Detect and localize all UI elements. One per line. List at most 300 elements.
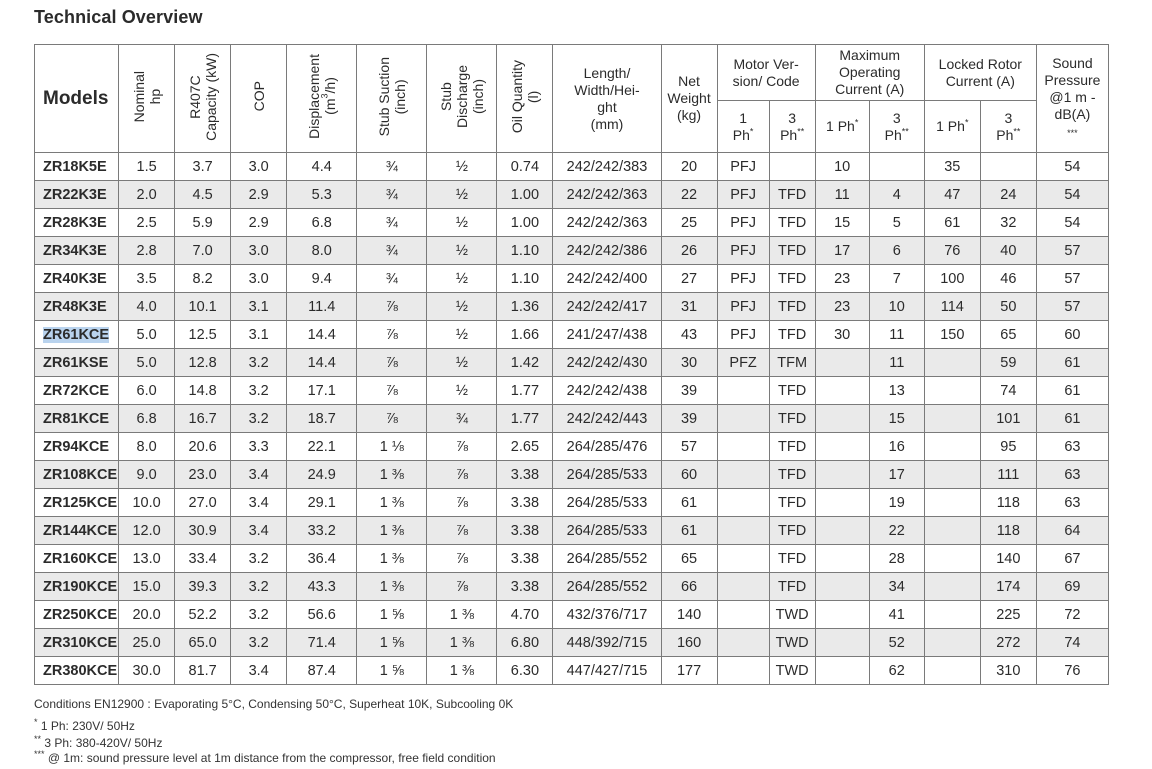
oil-quantity-cell: 1.00 (497, 181, 553, 209)
lra-3ph-cell: 140 (980, 545, 1036, 573)
model-cell: ZR160KCE (35, 545, 119, 573)
stub-discharge-cell: ⅞ (427, 545, 497, 573)
net-weight-cell: 61 (661, 517, 717, 545)
displacement-cell: 8.0 (287, 237, 357, 265)
stub-discharge-cell: ½ (427, 349, 497, 377)
header-net-weight: Net Weight (kg) (661, 45, 717, 153)
net-weight-cell: 26 (661, 237, 717, 265)
header-stub-suction: Stub Suction (inch) (357, 45, 427, 153)
current-1ph-cell (815, 377, 869, 405)
stub-suction-cell: ¾ (357, 237, 427, 265)
oil-quantity-cell: 3.38 (497, 545, 553, 573)
net-weight-cell: 30 (661, 349, 717, 377)
lra-1ph-cell: 150 (924, 321, 980, 349)
capacity-cell: 12.5 (175, 321, 231, 349)
table-row (35, 321, 1109, 349)
sound-pressure-cell: 57 (1036, 237, 1108, 265)
dimensions-cell: 432/376/717 (553, 601, 661, 629)
model-cell: ZR48K3E (35, 293, 119, 321)
sound-pressure-cell: 61 (1036, 377, 1108, 405)
oil-quantity-cell: 1.77 (497, 377, 553, 405)
nominal-hp-cell: 12.0 (119, 517, 175, 545)
header-capacity: R407C Capacity (kW) (175, 45, 231, 153)
lra-1ph-cell: 35 (924, 153, 980, 181)
motor-1ph-cell (717, 601, 769, 629)
header-dimensions: Length/ Width/Hei- ght (mm) (553, 45, 661, 153)
current-1ph-cell (815, 433, 869, 461)
nominal-hp-cell: 6.0 (119, 377, 175, 405)
nominal-hp-cell: 2.0 (119, 181, 175, 209)
table-row (35, 433, 1109, 461)
net-weight-cell: 61 (661, 489, 717, 517)
current-3ph-cell: 16 (869, 433, 924, 461)
current-1ph-cell: 30 (815, 321, 869, 349)
technical-overview-table (34, 44, 1109, 685)
cop-cell: 2.9 (231, 209, 287, 237)
current-3ph-cell: 7 (869, 265, 924, 293)
model-cell: ZR61KSE (35, 349, 119, 377)
oil-quantity-cell: 3.38 (497, 517, 553, 545)
cop-cell: 3.0 (231, 237, 287, 265)
dimensions-cell: 242/242/443 (553, 405, 661, 433)
table-row (35, 153, 1109, 181)
header-lra-3ph: 3 Ph** (980, 101, 1036, 153)
motor-3ph-cell: TFD (769, 321, 815, 349)
lra-3ph-cell: 111 (980, 461, 1036, 489)
current-1ph-cell (815, 461, 869, 489)
motor-1ph-cell (717, 545, 769, 573)
net-weight-cell: 39 (661, 377, 717, 405)
lra-3ph-cell: 95 (980, 433, 1036, 461)
oil-quantity-cell: 1.10 (497, 265, 553, 293)
sound-pressure-cell: 72 (1036, 601, 1108, 629)
motor-1ph-cell: PFJ (717, 321, 769, 349)
header-lra-1ph: 1 Ph* (924, 101, 980, 153)
header-current-3ph: 3 Ph** (869, 101, 924, 153)
cop-cell: 3.4 (231, 461, 287, 489)
displacement-cell: 14.4 (287, 349, 357, 377)
stub-discharge-cell: ⅞ (427, 433, 497, 461)
footnote-sound: *** @ 1m: sound pressure level at 1m distance from the compressor, free field condition (34, 749, 496, 765)
stub-suction-cell: 1 ⅝ (357, 657, 427, 685)
stub-suction-cell: ⅞ (357, 321, 427, 349)
nominal-hp-cell: 9.0 (119, 461, 175, 489)
cop-cell: 3.4 (231, 489, 287, 517)
lra-1ph-cell (924, 349, 980, 377)
table-row (35, 629, 1109, 657)
oil-quantity-cell: 1.00 (497, 209, 553, 237)
model-cell: ZR22K3E (35, 181, 119, 209)
motor-1ph-cell: PFZ (717, 349, 769, 377)
lra-3ph-cell: 101 (980, 405, 1036, 433)
nominal-hp-cell: 10.0 (119, 489, 175, 517)
cop-cell: 3.2 (231, 601, 287, 629)
lra-1ph-cell (924, 545, 980, 573)
motor-3ph-cell: TFD (769, 545, 815, 573)
displacement-cell: 29.1 (287, 489, 357, 517)
displacement-cell: 24.9 (287, 461, 357, 489)
oil-quantity-cell: 6.80 (497, 629, 553, 657)
table-row (35, 209, 1109, 237)
net-weight-cell: 39 (661, 405, 717, 433)
stub-discharge-cell: ½ (427, 265, 497, 293)
dimensions-cell: 264/285/533 (553, 517, 661, 545)
current-3ph-cell: 6 (869, 237, 924, 265)
lra-3ph-cell (980, 153, 1036, 181)
model-cell: ZR28K3E (35, 209, 119, 237)
stub-discharge-cell: ¾ (427, 405, 497, 433)
header-motor-version: Motor Ver- sion/ Code (717, 45, 815, 101)
table-row (35, 349, 1109, 377)
current-3ph-cell: 22 (869, 517, 924, 545)
stub-suction-cell: 1 ⅝ (357, 629, 427, 657)
motor-3ph-cell: TFD (769, 405, 815, 433)
model-cell (35, 321, 119, 349)
current-3ph-cell: 11 (869, 321, 924, 349)
header-cop: COP (231, 45, 287, 153)
stub-discharge-cell: ½ (427, 377, 497, 405)
lra-1ph-cell (924, 573, 980, 601)
current-3ph-cell (869, 153, 924, 181)
oil-quantity-cell: 3.38 (497, 461, 553, 489)
current-1ph-cell (815, 489, 869, 517)
sound-pressure-cell: 54 (1036, 181, 1108, 209)
table-row (35, 489, 1109, 517)
capacity-cell: 5.9 (175, 209, 231, 237)
current-3ph-cell: 28 (869, 545, 924, 573)
current-1ph-cell: 23 (815, 265, 869, 293)
dimensions-cell: 264/285/476 (553, 433, 661, 461)
header-stub-discharge: Stub Discharge (inch) (427, 45, 497, 153)
stub-suction-cell: ¾ (357, 209, 427, 237)
displacement-cell: 5.3 (287, 181, 357, 209)
lra-1ph-cell (924, 517, 980, 545)
current-3ph-cell: 62 (869, 657, 924, 685)
cop-cell: 3.2 (231, 377, 287, 405)
motor-1ph-cell (717, 489, 769, 517)
net-weight-cell: 140 (661, 601, 717, 629)
header-current-1ph: 1 Ph* (815, 101, 869, 153)
lra-3ph-cell: 118 (980, 517, 1036, 545)
lra-1ph-cell (924, 629, 980, 657)
oil-quantity-cell: 1.77 (497, 405, 553, 433)
motor-3ph-cell: TFD (769, 265, 815, 293)
dimensions-cell: 241/247/438 (553, 321, 661, 349)
capacity-cell: 39.3 (175, 573, 231, 601)
displacement-cell: 22.1 (287, 433, 357, 461)
current-3ph-cell: 19 (869, 489, 924, 517)
oil-quantity-cell: 6.30 (497, 657, 553, 685)
cop-cell: 3.0 (231, 265, 287, 293)
dimensions-cell: 242/242/363 (553, 209, 661, 237)
motor-1ph-cell (717, 657, 769, 685)
lra-1ph-cell (924, 601, 980, 629)
nominal-hp-cell: 8.0 (119, 433, 175, 461)
current-3ph-cell: 15 (869, 405, 924, 433)
motor-1ph-cell: PFJ (717, 181, 769, 209)
model-cell: ZR34K3E (35, 237, 119, 265)
page-title: Technical Overview (34, 7, 203, 27)
dimensions-cell: 242/242/386 (553, 237, 661, 265)
cop-cell: 3.4 (231, 517, 287, 545)
stub-suction-cell: ¾ (357, 153, 427, 181)
capacity-cell: 30.9 (175, 517, 231, 545)
conditions-note: Conditions EN12900 : Evaporating 5°C, Condensing 50°C, Superheat 10K, Subcooling 0K (34, 697, 514, 711)
cop-cell: 3.2 (231, 629, 287, 657)
motor-3ph-cell: TFD (769, 433, 815, 461)
stub-discharge-cell: 1 ⅜ (427, 629, 497, 657)
stub-suction-cell: ⅞ (357, 405, 427, 433)
current-1ph-cell (815, 657, 869, 685)
lra-3ph-cell: 24 (980, 181, 1036, 209)
header-oil-quantity: Oil Quantity (l) (497, 45, 553, 153)
motor-3ph-cell: TFD (769, 461, 815, 489)
table-row (35, 657, 1109, 685)
motor-3ph-cell: TFD (769, 209, 815, 237)
motor-1ph-cell (717, 405, 769, 433)
model-cell: ZR144KCE (35, 517, 119, 545)
motor-1ph-cell (717, 461, 769, 489)
current-1ph-cell (815, 349, 869, 377)
model-cell: ZR250KCE (35, 601, 119, 629)
lra-3ph-cell: 174 (980, 573, 1036, 601)
lra-1ph-cell (924, 489, 980, 517)
dimensions-cell: 264/285/552 (553, 573, 661, 601)
capacity-cell: 8.2 (175, 265, 231, 293)
stub-suction-cell: ⅞ (357, 377, 427, 405)
sound-pressure-cell: 63 (1036, 461, 1108, 489)
current-3ph-cell: 17 (869, 461, 924, 489)
cop-cell: 3.1 (231, 293, 287, 321)
lra-1ph-cell (924, 433, 980, 461)
sound-pressure-cell: 63 (1036, 489, 1108, 517)
stub-discharge-cell: ⅞ (427, 489, 497, 517)
header-models: Models (35, 45, 119, 153)
motor-3ph-cell: TFD (769, 181, 815, 209)
stub-suction-cell: 1 ⅜ (357, 461, 427, 489)
current-3ph-cell: 13 (869, 377, 924, 405)
stub-discharge-cell: ½ (427, 321, 497, 349)
cop-cell: 3.2 (231, 573, 287, 601)
nominal-hp-cell: 4.0 (119, 293, 175, 321)
table-row (35, 517, 1109, 545)
dimensions-cell: 447/427/715 (553, 657, 661, 685)
lra-3ph-cell: 225 (980, 601, 1036, 629)
current-3ph-cell: 52 (869, 629, 924, 657)
oil-quantity-cell: 2.65 (497, 433, 553, 461)
stub-suction-cell: ⅞ (357, 293, 427, 321)
sound-pressure-cell: 61 (1036, 349, 1108, 377)
motor-3ph-cell: TFD (769, 489, 815, 517)
current-1ph-cell (815, 573, 869, 601)
dimensions-cell: 242/242/383 (553, 153, 661, 181)
sound-pressure-cell: 61 (1036, 405, 1108, 433)
capacity-cell: 33.4 (175, 545, 231, 573)
net-weight-cell: 20 (661, 153, 717, 181)
dimensions-cell: 242/242/417 (553, 293, 661, 321)
stub-discharge-cell: ½ (427, 293, 497, 321)
nominal-hp-cell: 3.5 (119, 265, 175, 293)
nominal-hp-cell: 1.5 (119, 153, 175, 181)
motor-1ph-cell: PFJ (717, 237, 769, 265)
lra-3ph-cell: 46 (980, 265, 1036, 293)
stub-discharge-cell: ½ (427, 153, 497, 181)
footnote-3ph: ** 3 Ph: 380-420V/ 50Hz (34, 734, 163, 750)
net-weight-cell: 177 (661, 657, 717, 685)
dimensions-cell: 448/392/715 (553, 629, 661, 657)
displacement-cell: 36.4 (287, 545, 357, 573)
cop-cell: 3.1 (231, 321, 287, 349)
dimensions-cell: 242/242/400 (553, 265, 661, 293)
net-weight-cell: 160 (661, 629, 717, 657)
nominal-hp-cell: 15.0 (119, 573, 175, 601)
current-3ph-cell: 11 (869, 349, 924, 377)
sound-pressure-cell: 69 (1036, 573, 1108, 601)
stub-discharge-cell: ⅞ (427, 573, 497, 601)
current-3ph-cell: 10 (869, 293, 924, 321)
lra-1ph-cell: 114 (924, 293, 980, 321)
sound-pressure-cell: 57 (1036, 265, 1108, 293)
motor-3ph-cell: TFD (769, 517, 815, 545)
net-weight-cell: 22 (661, 181, 717, 209)
nominal-hp-cell: 2.8 (119, 237, 175, 265)
cop-cell: 3.3 (231, 433, 287, 461)
table-row (35, 545, 1109, 573)
net-weight-cell: 66 (661, 573, 717, 601)
current-1ph-cell: 17 (815, 237, 869, 265)
capacity-cell: 16.7 (175, 405, 231, 433)
table-row (35, 181, 1109, 209)
current-1ph-cell (815, 545, 869, 573)
stub-discharge-cell: ⅞ (427, 461, 497, 489)
nominal-hp-cell: 13.0 (119, 545, 175, 573)
lra-3ph-cell: 32 (980, 209, 1036, 237)
sound-pressure-cell: 64 (1036, 517, 1108, 545)
motor-3ph-cell: TWD (769, 629, 815, 657)
dimensions-cell: 242/242/363 (553, 181, 661, 209)
model-cell: ZR81KCE (35, 405, 119, 433)
model-cell: ZR108KCE (35, 461, 119, 489)
table-row (35, 293, 1109, 321)
net-weight-cell: 43 (661, 321, 717, 349)
net-weight-cell: 27 (661, 265, 717, 293)
motor-3ph-cell: TFD (769, 377, 815, 405)
model-cell: ZR190KCE (35, 573, 119, 601)
oil-quantity-cell: 1.66 (497, 321, 553, 349)
motor-3ph-cell: TWD (769, 601, 815, 629)
nominal-hp-cell: 2.5 (119, 209, 175, 237)
header-locked-rotor-current: Locked Rotor Current (A) (924, 45, 1036, 101)
lra-1ph-cell (924, 405, 980, 433)
header-max-operating-current: Maximum Operating Current (A) (815, 45, 924, 101)
oil-quantity-cell: 0.74 (497, 153, 553, 181)
lra-1ph-cell (924, 377, 980, 405)
motor-3ph-cell: TWD (769, 657, 815, 685)
motor-1ph-cell (717, 573, 769, 601)
motor-1ph-cell (717, 433, 769, 461)
current-1ph-cell: 11 (815, 181, 869, 209)
lra-1ph-cell: 61 (924, 209, 980, 237)
lra-3ph-cell: 65 (980, 321, 1036, 349)
capacity-cell: 23.0 (175, 461, 231, 489)
sound-pressure-cell: 63 (1036, 433, 1108, 461)
displacement-cell: 56.6 (287, 601, 357, 629)
lra-3ph-cell: 118 (980, 489, 1036, 517)
cop-cell: 2.9 (231, 181, 287, 209)
motor-3ph-cell: TFD (769, 237, 815, 265)
oil-quantity-cell: 1.10 (497, 237, 553, 265)
footnote-1ph: * 1 Ph: 230V/ 50Hz (34, 717, 135, 733)
capacity-cell: 14.8 (175, 377, 231, 405)
stub-discharge-cell: ½ (427, 237, 497, 265)
net-weight-cell: 65 (661, 545, 717, 573)
cop-cell: 3.4 (231, 657, 287, 685)
motor-1ph-cell: PFJ (717, 293, 769, 321)
table-row (35, 405, 1109, 433)
oil-quantity-cell: 3.38 (497, 489, 553, 517)
stub-suction-cell: 1 ⅝ (357, 601, 427, 629)
stub-suction-cell: ⅞ (357, 349, 427, 377)
current-1ph-cell (815, 405, 869, 433)
displacement-cell: 33.2 (287, 517, 357, 545)
sound-pressure-cell: 60 (1036, 321, 1108, 349)
stub-suction-cell: 1 ⅜ (357, 489, 427, 517)
motor-3ph-cell: TFD (769, 573, 815, 601)
header-motor-3ph: 3 Ph** (769, 101, 815, 153)
lra-1ph-cell: 47 (924, 181, 980, 209)
header-sound-pressure: Sound Pressure @1 m - dB(A) *** (1036, 45, 1108, 153)
table-row (35, 265, 1109, 293)
dimensions-cell: 264/285/533 (553, 461, 661, 489)
stub-suction-cell: 1 ⅜ (357, 545, 427, 573)
table-row (35, 573, 1109, 601)
motor-1ph-cell (717, 629, 769, 657)
stub-discharge-cell: ⅞ (427, 517, 497, 545)
stub-suction-cell: 1 ⅜ (357, 517, 427, 545)
oil-quantity-cell: 3.38 (497, 573, 553, 601)
model-cell: ZR310KCE (35, 629, 119, 657)
current-1ph-cell: 15 (815, 209, 869, 237)
lra-3ph-cell: 40 (980, 237, 1036, 265)
motor-3ph-cell: TFD (769, 293, 815, 321)
net-weight-cell: 31 (661, 293, 717, 321)
sound-pressure-cell: 54 (1036, 153, 1108, 181)
lra-3ph-cell: 272 (980, 629, 1036, 657)
stub-discharge-cell: ½ (427, 181, 497, 209)
stub-suction-cell: 1 ⅛ (357, 433, 427, 461)
model-cell: ZR72KCE (35, 377, 119, 405)
table-row (35, 377, 1109, 405)
lra-3ph-cell: 310 (980, 657, 1036, 685)
stub-discharge-cell: 1 ⅜ (427, 657, 497, 685)
current-3ph-cell: 5 (869, 209, 924, 237)
lra-3ph-cell: 50 (980, 293, 1036, 321)
net-weight-cell: 60 (661, 461, 717, 489)
lra-1ph-cell (924, 461, 980, 489)
nominal-hp-cell: 25.0 (119, 629, 175, 657)
capacity-cell: 12.8 (175, 349, 231, 377)
motor-1ph-cell (717, 517, 769, 545)
current-1ph-cell (815, 517, 869, 545)
stub-suction-cell: 1 ⅜ (357, 573, 427, 601)
motor-3ph-cell: TFM (769, 349, 815, 377)
table-row (35, 601, 1109, 629)
oil-quantity-cell: 4.70 (497, 601, 553, 629)
model-cell: ZR380KCE (35, 657, 119, 685)
dimensions-cell: 242/242/430 (553, 349, 661, 377)
oil-quantity-cell: 1.42 (497, 349, 553, 377)
current-3ph-cell: 4 (869, 181, 924, 209)
